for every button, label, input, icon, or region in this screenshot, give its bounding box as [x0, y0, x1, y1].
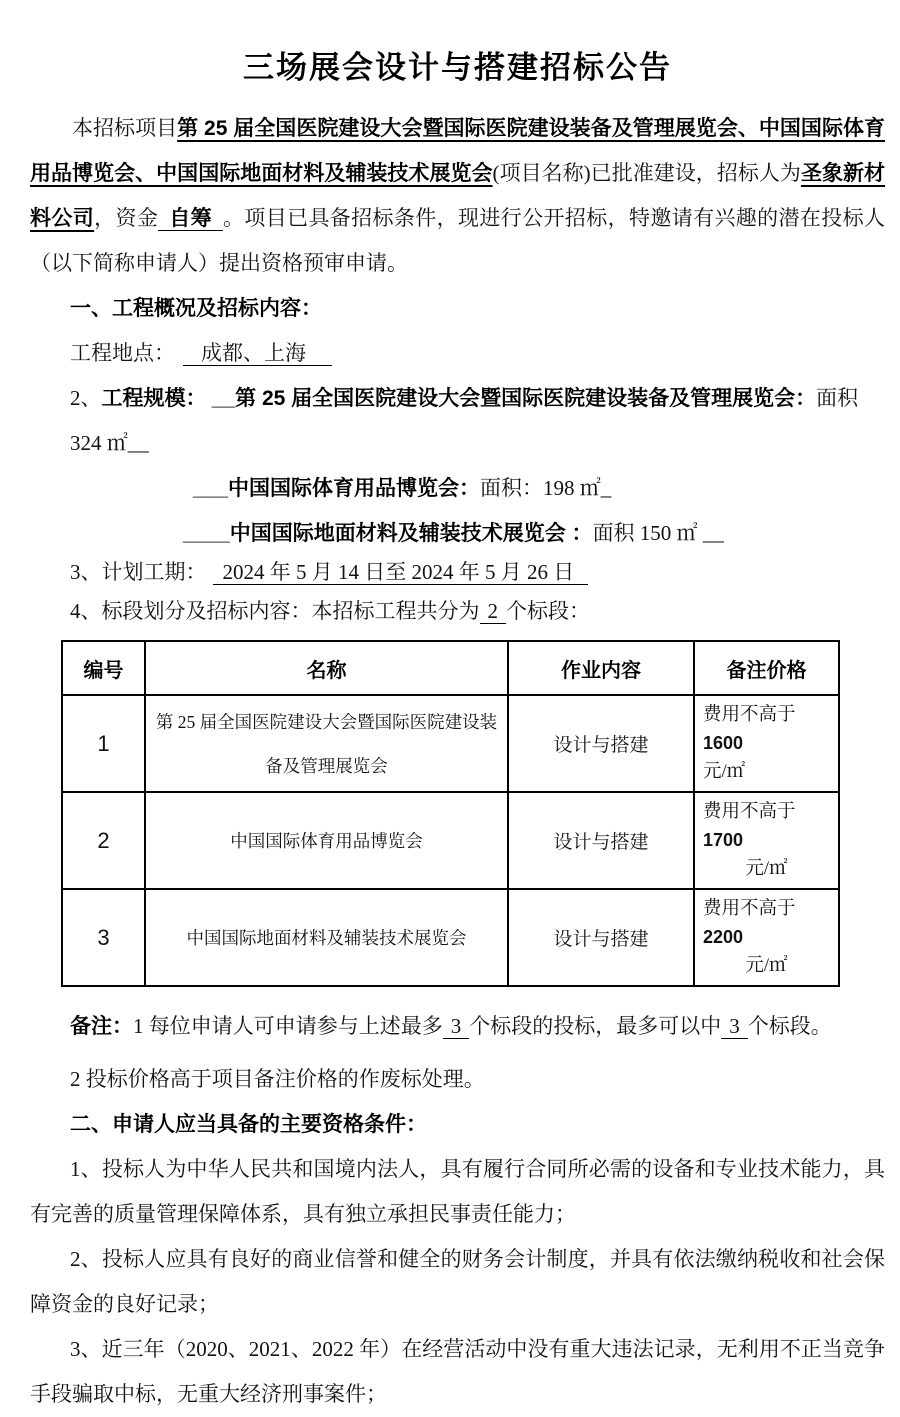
intro-tail: 。项目已具备招标条件，现进行公开招标，特邀请有兴趣的潜在投标人（以下简称申请人）提出资格预审申请。 — [30, 206, 886, 275]
scale-item3-tail: __ — [702, 521, 724, 545]
sections-line — [30, 589, 885, 634]
sections-number: 4、 — [70, 599, 102, 623]
bidder-name: 圣象新材料公司 — [30, 162, 886, 230]
scale-item3-name: 中国国际地面材料及辅装技术展览会 ： — [229, 522, 593, 545]
row3-work: 设计与搭建 — [508, 889, 694, 986]
intro-paragraph — [30, 106, 885, 286]
scale-number: 2、 — [70, 386, 102, 410]
row1-price-unit: 元/㎡ — [703, 762, 746, 782]
row2-name: 中国国际体育用品博览会 — [145, 792, 508, 889]
row3-price-unit: 元/㎡ — [745, 956, 788, 976]
scale-item1-tail: __ — [127, 431, 149, 455]
row1-price-prefix: 费用不高于 — [703, 705, 796, 725]
duration-number: 3、 — [70, 560, 102, 584]
row2-price-prefix: 费用不高于 — [703, 802, 796, 822]
scale-item2-underscores: ___ — [193, 477, 229, 500]
note1-pre: 1 每位申请人可申请参与上述最多 — [133, 1014, 443, 1038]
sections-count: 2 — [480, 599, 507, 624]
scale-label: 工程规模： — [101, 387, 207, 410]
header-work: 作业内容 — [508, 641, 694, 695]
table-row — [62, 792, 839, 889]
page-title: 三场展会设计与搭建招标公告 — [243, 50, 672, 85]
section1-heading: 一、工程概况及招标内容： — [70, 297, 322, 320]
scale-item2-value: 面积：198 ㎡ — [480, 476, 601, 500]
note1-max-win: 3 — [721, 1014, 748, 1039]
scale-item1-name: 第 25 届全国医院建设大会暨国际医院建设装备及管理展览会： — [235, 387, 817, 410]
scale-item1-value: 面积 324 ㎡ — [70, 386, 859, 455]
row1-name: 第 25 届全国医院建设大会暨国际医院建设装备及管理展览会 — [145, 695, 508, 792]
row1-work: 设计与搭建 — [508, 695, 694, 792]
row3-price-value: 2200 — [703, 927, 744, 947]
note1-post: 个标段。 — [747, 1014, 832, 1038]
scale-item2-tail: _ — [600, 476, 612, 500]
header-name: 名称 — [145, 641, 508, 695]
notes-label: 备注： — [70, 1015, 133, 1038]
section2-heading: 二、申请人应当具备的主要资格条件： — [70, 1113, 427, 1136]
note1-max-bid: 3 — [443, 1014, 470, 1039]
row2-price-value: 1700 — [703, 830, 744, 850]
row2-price-unit: 元/㎡ — [745, 859, 788, 879]
lots-table — [61, 640, 840, 987]
scale-item3-underscores: ____ — [183, 522, 230, 545]
duration-label: 计划工期： — [101, 560, 207, 584]
row1-price — [694, 695, 839, 792]
sections-pre: 标段划分及招标内容：本招标工程共分为 — [101, 599, 480, 623]
scale-item3-value: 面积 150 ㎡ — [592, 521, 698, 545]
header-price: 备注价格 — [694, 641, 839, 695]
row2-no: 2 — [62, 792, 145, 889]
row3-price-prefix: 费用不高于 — [703, 899, 796, 919]
location-value: 成都、上海 — [183, 341, 332, 366]
project-names: 第 25 届全国医院建设大会暨国际医院建设装备及管理展览会、中国国际体育用品博览会、中国国际地面材料及辅装技术展览会 — [30, 117, 886, 185]
table-row — [62, 889, 839, 986]
condition-3: 3、近三年（2020、2021、2022 年）在经营活动中没有重大违法记录，无利用不正当竞争手段骗取中标，无重大经济刑事案件； — [30, 1337, 885, 1406]
notes-line-1 — [30, 1004, 885, 1049]
notes-line-2: 2 投标价格高于项目备注价格的作废标处理。 — [70, 1067, 485, 1091]
table-header-row — [62, 641, 839, 695]
funding-value: 自筹 — [158, 207, 223, 231]
intro-after-names: (项目名称)已批准建设，招标人为 — [492, 161, 801, 185]
row3-name: 中国国际地面材料及辅装技术展览会 — [145, 889, 508, 986]
row2-price — [694, 792, 839, 889]
row3-no: 3 — [62, 889, 145, 986]
intro-lead: 本招标项目 — [72, 116, 178, 140]
row1-price-value: 1600 — [703, 733, 744, 753]
header-no: 编号 — [62, 641, 145, 695]
location-line — [30, 331, 885, 376]
row2-work: 设计与搭建 — [508, 792, 694, 889]
condition-1: 1、投标人为中华人民共和国境内法人，具有履行合同所必需的设备和专业技术能力，具有完善的质量管理保障体系，具有独立承担民事责任能力； — [30, 1157, 885, 1226]
condition-2: 2、投标人应具有良好的商业信誉和健全的财务会计制度，并具有依法缴纳税收和社会保障资金的良好记录； — [30, 1247, 885, 1316]
duration-value: 2024 年 5 月 14 日至 2024 年 5 月 26 日 — [213, 560, 589, 585]
location-label: 工程地点： — [70, 341, 175, 365]
scale-line-2 — [30, 466, 885, 511]
row1-no: 1 — [62, 695, 145, 792]
note1-mid: 个标段的投标，最多可以中 — [469, 1014, 722, 1038]
sections-post: 个标段： — [506, 599, 590, 623]
row3-price — [694, 889, 839, 986]
scale-item2-name: 中国国际体育用品博览会： — [228, 477, 481, 500]
table-row — [62, 695, 839, 792]
scale-item1-underscores: __ — [211, 387, 236, 410]
scale-line — [30, 376, 885, 466]
funding-label: ，资金 — [94, 206, 159, 230]
